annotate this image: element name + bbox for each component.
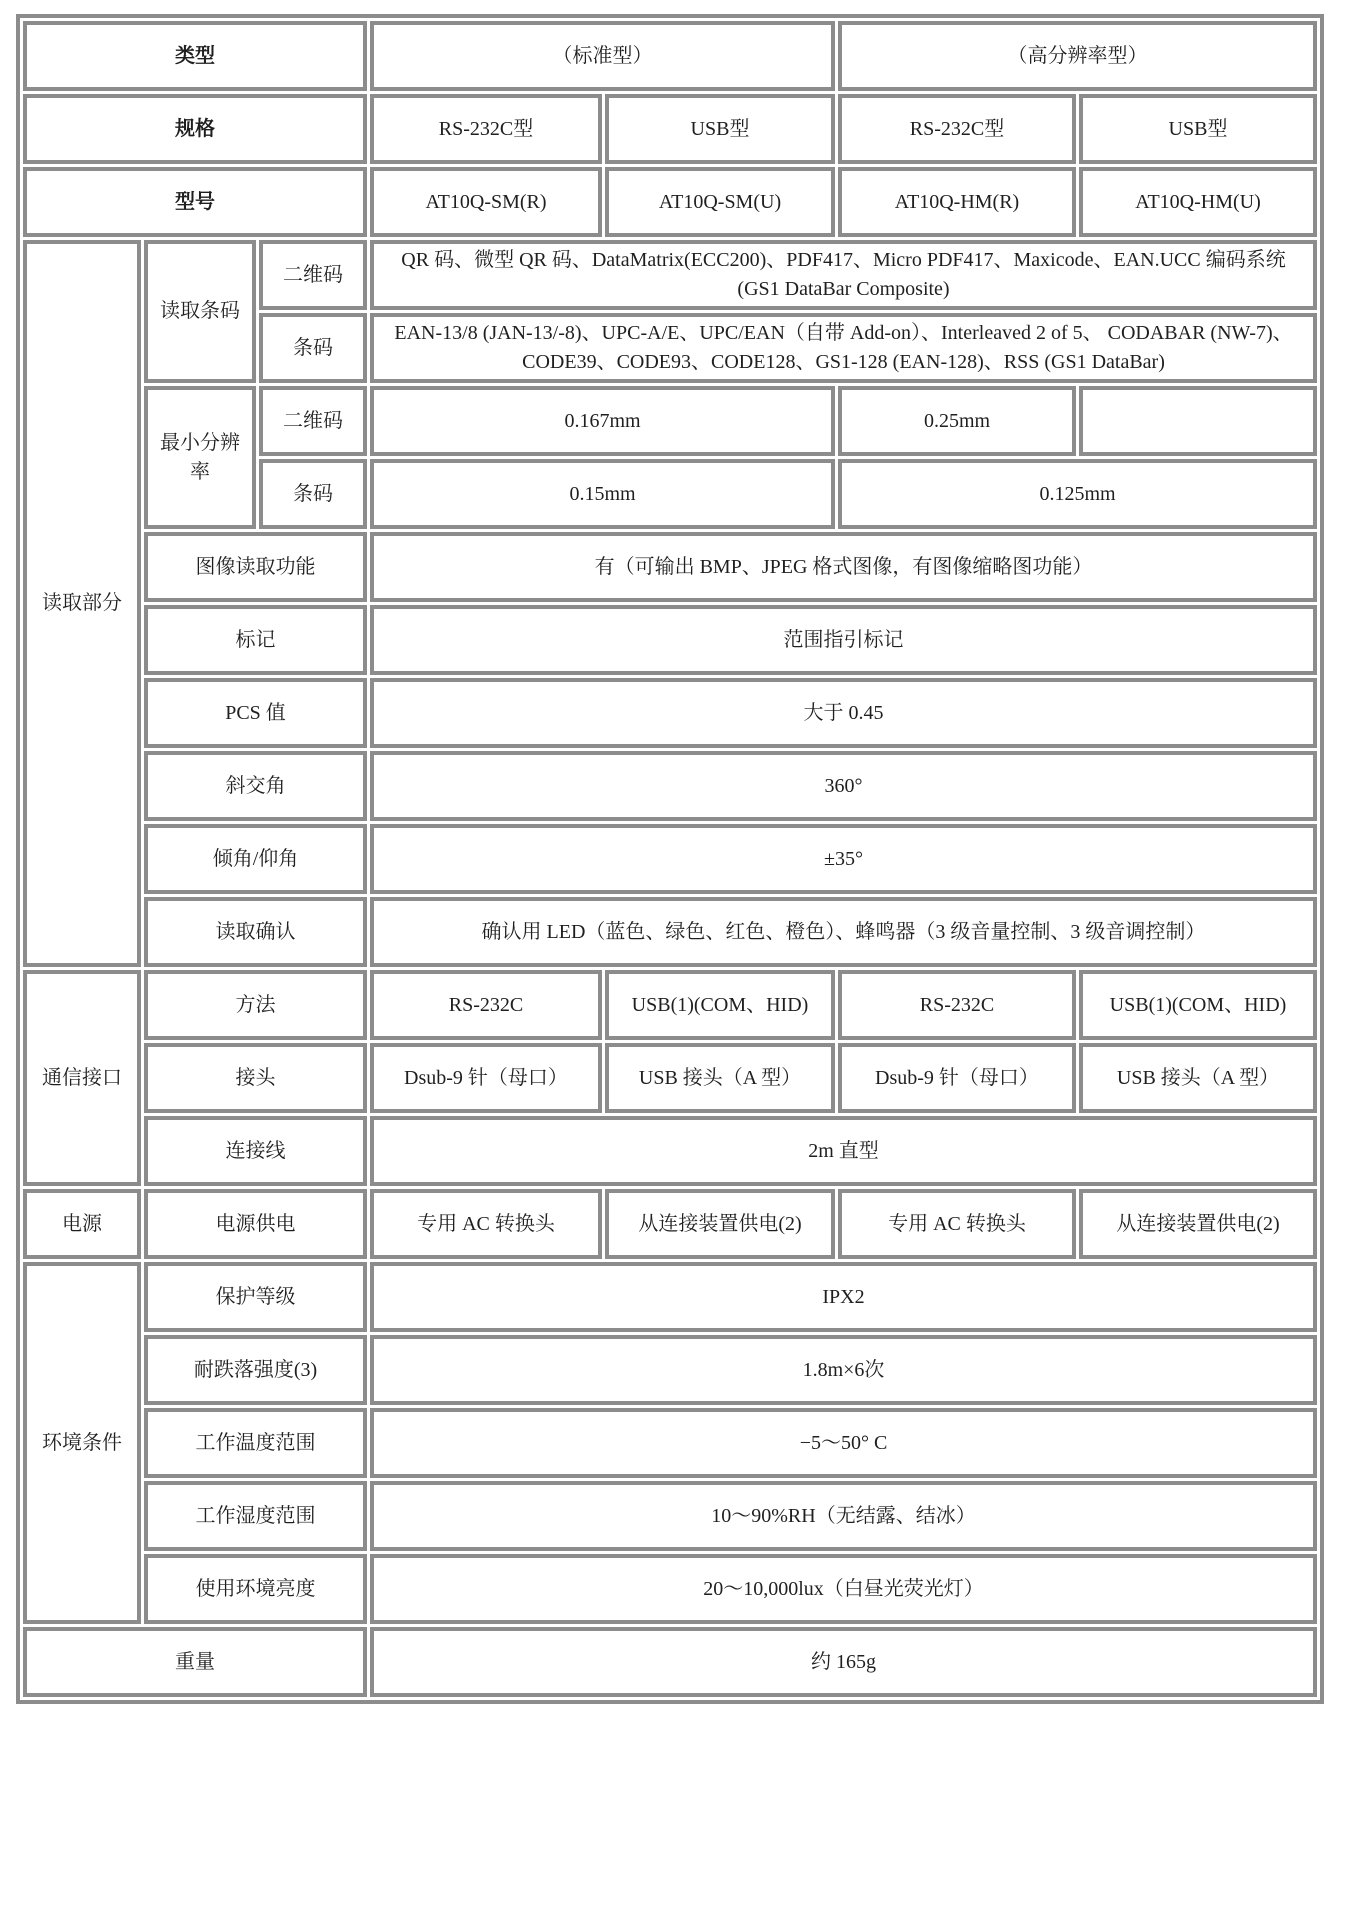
skew-angle-value: 360° (370, 751, 1317, 821)
row-env-humidity (23, 1481, 1317, 1551)
min-res-1d-hm: 0.125mm (838, 459, 1317, 529)
tilt-angle-label: 倾角/仰角 (144, 824, 367, 894)
weight-value: 约 165g (370, 1627, 1317, 1697)
env-temperature-label: 工作温度范围 (144, 1408, 367, 1478)
type-label: 类型 (23, 21, 367, 91)
row-env-protection (23, 1262, 1317, 1332)
row-min-res-2d (23, 386, 1317, 456)
read-confirmation-label: 读取确认 (144, 897, 367, 967)
row-comm-connector (23, 1043, 1317, 1113)
row-env-temperature (23, 1408, 1317, 1478)
env-illumination-label: 使用环境亮度 (144, 1554, 367, 1624)
min-res-1d-label: 条码 (259, 459, 367, 529)
comm-method-sm-rs: RS-232C (370, 970, 602, 1040)
env-drop-label: 耐跌落强度(3) (144, 1335, 367, 1405)
row-model (23, 167, 1317, 237)
read-codes-2d-value: QR 码、微型 QR 码、DataMatrix(ECC200)、PDF417、Micro PDF417、Maxicode、EAN.UCC 编码系统 (GS1 DataBar Composite) (370, 240, 1317, 310)
power-supply-sm-rs: 专用 AC 转换头 (370, 1189, 602, 1259)
read-codes-2d-label: 二维码 (259, 240, 367, 310)
spec-table (16, 14, 1324, 1704)
comm-method-label: 方法 (144, 970, 367, 1040)
row-pcs (23, 678, 1317, 748)
comm-method-hm-usb: USB(1)(COM、HID) (1079, 970, 1317, 1040)
model-hm-u: AT10Q-HM(U) (1079, 167, 1317, 237)
model-hm-r: AT10Q-HM(R) (838, 167, 1076, 237)
section-communication: 通信接口 (23, 970, 141, 1186)
spec-hm-rs232c: RS-232C型 (838, 94, 1076, 164)
comm-connector-hm-usb: USB 接头（A 型） (1079, 1043, 1317, 1113)
spec-hm-usb: USB型 (1079, 94, 1317, 164)
model-sm-r: AT10Q-SM(R) (370, 167, 602, 237)
image-reading-value: 有（可输出 BMP、JPEG 格式图像，有图像缩略图功能） (370, 532, 1317, 602)
row-weight (23, 1627, 1317, 1697)
read-codes-1d-label: 条码 (259, 313, 367, 383)
power-supply-sm-usb: 从连接装置供电(2) (605, 1189, 835, 1259)
min-res-1d-sm: 0.15mm (370, 459, 835, 529)
row-tilt-angle (23, 824, 1317, 894)
env-humidity-label: 工作湿度范围 (144, 1481, 367, 1551)
row-env-drop (23, 1335, 1317, 1405)
marker-value: 范围指引标记 (370, 605, 1317, 675)
comm-connector-sm-usb: USB 接头（A 型） (605, 1043, 835, 1113)
section-environment: 环境条件 (23, 1262, 141, 1624)
pcs-label: PCS 值 (144, 678, 367, 748)
env-drop-value: 1.8m×6次 (370, 1335, 1317, 1405)
image-reading-label: 图像读取功能 (144, 532, 367, 602)
row-env-illumination (23, 1554, 1317, 1624)
comm-cable-value: 2m 直型 (370, 1116, 1317, 1186)
type-high-res: （高分辨率型） (838, 21, 1317, 91)
read-codes-label: 读取条码 (144, 240, 256, 383)
row-power-supply (23, 1189, 1317, 1259)
model-sm-u: AT10Q-SM(U) (605, 167, 835, 237)
min-res-label: 最小分辨率 (144, 386, 256, 529)
row-skew-angle (23, 751, 1317, 821)
env-temperature-value: −5～50° C (370, 1408, 1317, 1478)
type-standard: （标准型） (370, 21, 835, 91)
tilt-angle-value: ±35° (370, 824, 1317, 894)
row-read-confirmation (23, 897, 1317, 967)
pcs-value: 大于 0.45 (370, 678, 1317, 748)
row-type (23, 21, 1317, 91)
comm-connector-sm-rs: Dsub-9 针（母口） (370, 1043, 602, 1113)
power-supply-hm-rs: 专用 AC 转换头 (838, 1189, 1076, 1259)
section-power: 电源 (23, 1189, 141, 1259)
read-codes-1d-value: EAN-13/8 (JAN-13/-8)、UPC-A/E、UPC/EAN（自带 Add-on）、Interleaved 2 of 5、 CODABAR (NW-7)、CODE39、CODE93、CODE128、GS1-128 (EAN-128)、RSS (GS1 DataBar) (370, 313, 1317, 383)
env-illumination-value: 20～10,000lux（白昼光荧光灯） (370, 1554, 1317, 1624)
comm-method-hm-rs: RS-232C (838, 970, 1076, 1040)
spec-sm-usb: USB型 (605, 94, 835, 164)
min-res-2d-hm-usb (1079, 386, 1317, 456)
row-image-reading (23, 532, 1317, 602)
min-res-2d-sm: 0.167mm (370, 386, 835, 456)
comm-method-sm-usb: USB(1)(COM、HID) (605, 970, 835, 1040)
power-supply-label: 电源供电 (144, 1189, 367, 1259)
comm-connector-hm-rs: Dsub-9 针（母口） (838, 1043, 1076, 1113)
skew-angle-label: 斜交角 (144, 751, 367, 821)
env-protection-label: 保护等级 (144, 1262, 367, 1332)
comm-cable-label: 连接线 (144, 1116, 367, 1186)
section-reading: 读取部分 (23, 240, 141, 967)
comm-connector-label: 接头 (144, 1043, 367, 1113)
power-supply-hm-usb: 从连接装置供电(2) (1079, 1189, 1317, 1259)
row-marker (23, 605, 1317, 675)
min-res-2d-hm-rs: 0.25mm (838, 386, 1076, 456)
env-protection-value: IPX2 (370, 1262, 1317, 1332)
marker-label: 标记 (144, 605, 367, 675)
weight-label: 重量 (23, 1627, 367, 1697)
spec-sm-rs232c: RS-232C型 (370, 94, 602, 164)
row-spec (23, 94, 1317, 164)
row-comm-cable (23, 1116, 1317, 1186)
row-comm-method (23, 970, 1317, 1040)
row-read-codes-2d (23, 240, 1317, 310)
env-humidity-value: 10～90%RH（无结露、结冰） (370, 1481, 1317, 1551)
read-confirmation-value: 确认用 LED（蓝色、绿色、红色、橙色）、蜂鸣器（3 级音量控制、3 级音调控制） (370, 897, 1317, 967)
min-res-2d-label: 二维码 (259, 386, 367, 456)
model-label: 型号 (23, 167, 367, 237)
spec-label: 规格 (23, 94, 367, 164)
